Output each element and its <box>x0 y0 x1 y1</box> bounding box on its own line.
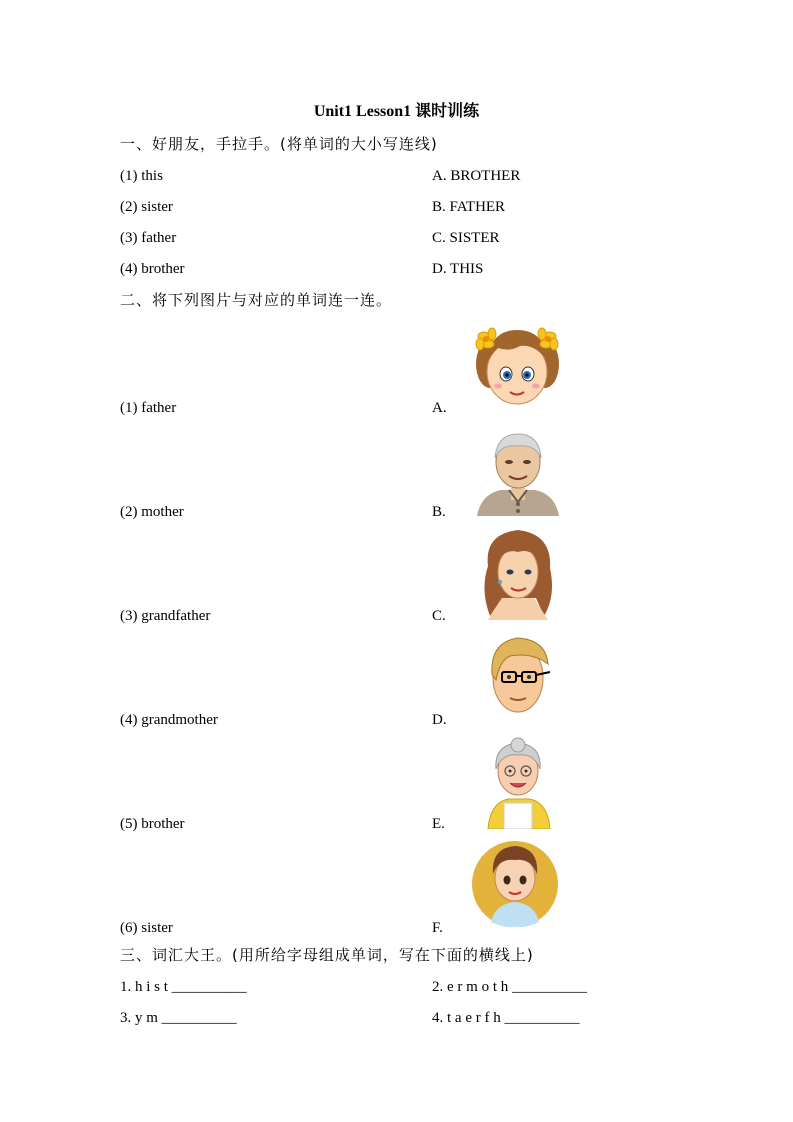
s2-letter: B. <box>432 504 446 520</box>
s1-right-item: C. SISTER <box>432 230 500 246</box>
s2-letter: A. <box>432 400 447 416</box>
s1-left-item: (1) this <box>120 168 163 184</box>
section1-heading: 一、好朋友，手拉手。(将单词的大小写连线) <box>120 135 438 153</box>
s2-word: (3) grandfather <box>120 608 211 624</box>
mother-face-icon <box>478 526 556 620</box>
grandfather-face-icon <box>475 428 561 516</box>
s1-right-item: B. FATHER <box>432 199 506 215</box>
s2-word: (5) brother <box>120 816 185 832</box>
section2-heading: 二、将下列图片与对应的单词连一连。 <box>120 291 393 309</box>
page-title: Unit1 Lesson1 课时训练 <box>313 103 480 120</box>
grandmother-face-icon <box>484 737 552 829</box>
s2-letter: D. <box>432 712 447 728</box>
s1-right-item: D. THIS <box>432 261 484 277</box>
s2-letter: E. <box>432 816 445 832</box>
s2-letter: C. <box>432 608 446 624</box>
s2-word: (1) father <box>120 400 177 416</box>
section3-heading: 三、词汇大王。(用所给字母组成单词，写在下面的横线上) <box>120 946 534 964</box>
father-face-icon <box>482 634 554 716</box>
s3-item: 3. y m __________ <box>120 1010 237 1026</box>
s3-item: 1. h i s t __________ <box>120 979 247 995</box>
s3-item: 2. e r m o t h __________ <box>432 979 587 995</box>
s2-letter: F. <box>432 920 443 936</box>
s3-item: 4. t a e r f h __________ <box>432 1010 580 1026</box>
s1-left-item: (4) brother <box>120 261 185 277</box>
s1-left-item: (3) father <box>120 230 177 246</box>
boy-face-icon <box>471 838 559 928</box>
s2-word: (6) sister <box>120 920 173 936</box>
s1-left-item: (2) sister <box>120 199 173 215</box>
s2-word: (2) mother <box>120 504 184 520</box>
s2-word: (4) grandmother <box>120 712 218 728</box>
girl-face-icon <box>470 322 565 406</box>
s1-right-item: A. BROTHER <box>432 168 521 184</box>
